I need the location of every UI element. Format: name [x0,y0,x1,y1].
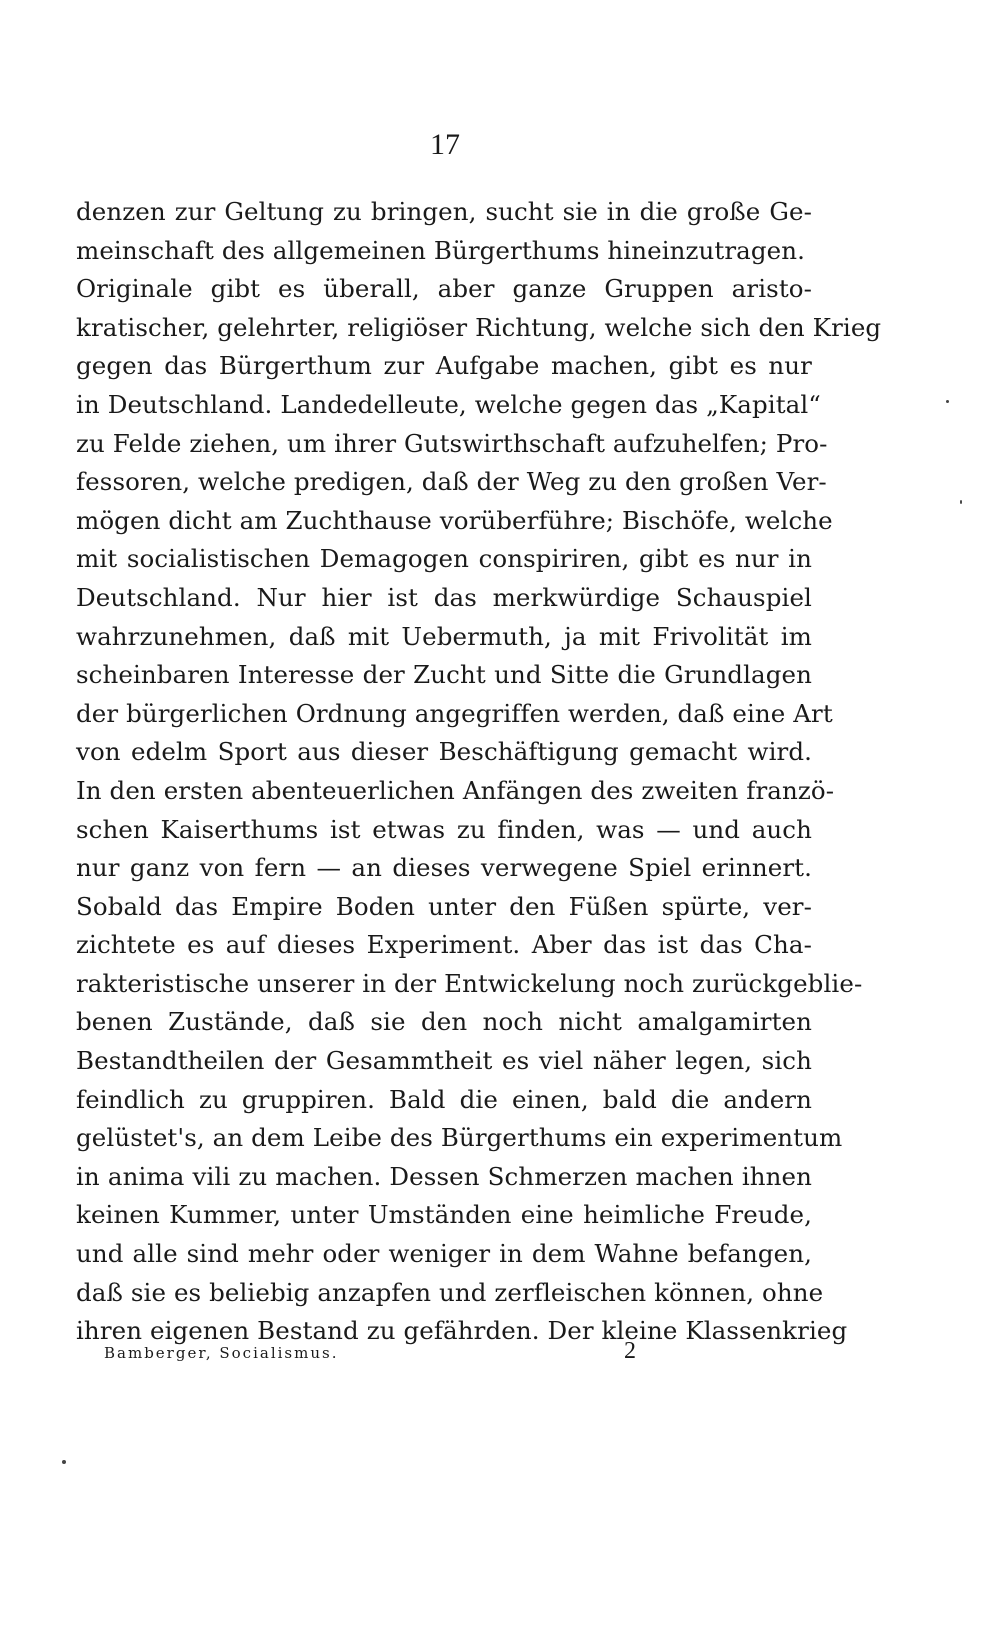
body-text [76,193,882,1351]
text-line: von edelm Sport aus dieser Beschäftigung gemacht wird. [76,737,812,767]
page-number: 17 [430,128,460,161]
text-line: keinen Kummer, unter Umständen eine heimliche Freude, [76,1200,812,1230]
signature-mark: Bamberger, Socialismus. [104,1344,339,1362]
text-line: und alle sind mehr oder weniger in dem Wahne befangen, [76,1239,812,1269]
text-line: mit socialistischen Demagogen conspiriren, gibt es nur in [76,544,812,574]
text-line: Sobald das Empire Boden unter den Füßen spürte, ver- [76,891,812,921]
text-line: Bestandtheilen der Gesammtheit es viel näher legen, sich [76,1046,812,1076]
text-line: in Deutschland. Landedelleute, welche gegen das „Kapital“ [76,389,821,419]
text-line: mögen dicht am Zuchthause vorüberführe; Bischöfe, welche [76,505,833,535]
text-line: nur ganz von fern — an dieses verwegene Spiel erinnert. [76,853,812,883]
scan-speck [960,500,962,504]
text-line: meinschaft des allgemeinen Bürgerthums hineinzutragen. [76,235,806,265]
text-line: feindlich zu gruppiren. Bald die einen, bald die andern [76,1084,812,1114]
text-line: der bürgerlichen Ordnung angegriffen werden, daß eine Art [76,698,833,728]
text-line: in anima vili zu machen. Dessen Schmerzen machen ihnen [76,1161,812,1191]
text-line: Originale gibt es überall, aber ganze Gruppen aristo- [76,274,812,304]
text-line: zu Felde ziehen, um ihrer Gutswirthschaft aufzuhelfen; Pro- [76,428,828,458]
text-line: fessoren, welche predigen, daß der Weg zu den großen Ver- [76,467,827,497]
text-line: zichtete es auf dieses Experiment. Aber das ist das Cha- [76,930,812,960]
text-line: In den ersten abenteuerlichen Anfängen des zweiten franzö- [76,775,835,805]
page-footer [104,1338,664,1368]
scan-speck [946,400,949,403]
scan-speck [62,1460,66,1464]
text-line: wahrzunehmen, daß mit Uebermuth, ja mit Frivolität im [76,621,812,651]
text-line: Deutschland. Nur hier ist das merkwürdige Schauspiel [76,582,812,612]
text-line: daß sie es beliebig anzapfen und zerfleischen können, ohne [76,1277,824,1307]
text-line: scheinbaren Interesse der Zucht und Sitte die Grundlagen [76,660,812,690]
text-line: rakteristische unserer in der Entwickelung noch zurückgeblie- [76,968,863,998]
text-line: denzen zur Geltung zu bringen, sucht sie in die große Ge- [76,197,812,226]
text-line: ihren eigenen Bestand zu gefährden. Der kleine Klassenkrieg [76,1316,848,1346]
text-line: benen Zustände, daß sie den noch nicht amalgamirten [76,1007,812,1037]
text-line: kratischer, gelehrter, religiöser Richtung, welche sich den Krieg [76,312,882,342]
text-line: gegen das Bürgerthum zur Aufgabe machen, gibt es nur [76,351,812,381]
text-line: schen Kaiserthums ist etwas zu finden, was — und auch [76,814,812,844]
text-line: gelüstet's, an dem Leibe des Bürgerthums ein experimentum [76,1123,843,1153]
sheet-number: 2 [624,1338,636,1364]
